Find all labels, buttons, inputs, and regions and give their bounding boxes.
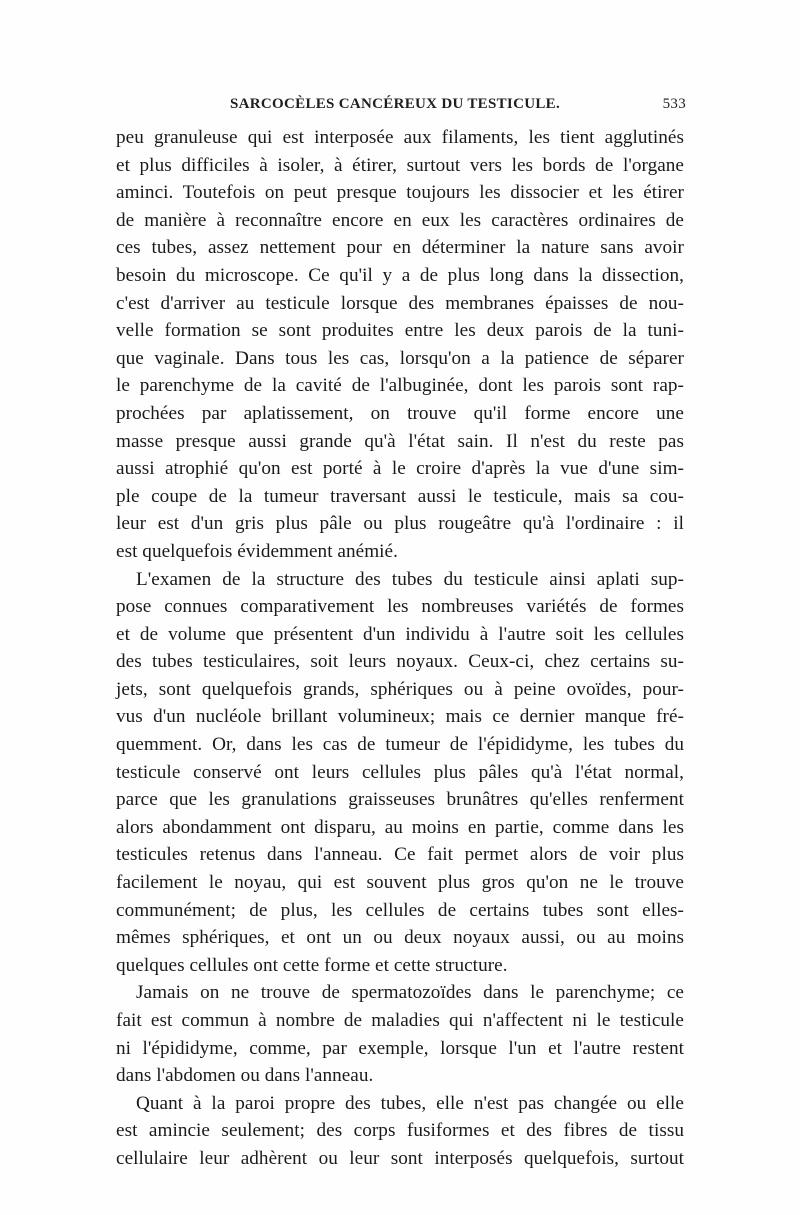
text-line: que vaginale. Dans tous les cas, lorsqu'on a la patience de séparer bbox=[116, 347, 684, 369]
text-line: vus d'un nucléole brillant volumineux; mais ce dernier manque fré- bbox=[116, 706, 684, 728]
paragraph-end-line: dans l'abdomen ou dans l'anneau. bbox=[116, 1065, 374, 1087]
text-line: pose connues comparativement les nombreuses variétés de formes bbox=[116, 596, 684, 618]
text-line: est amincie seulement; des corps fusiformes et des fibres de tissu bbox=[116, 1120, 684, 1142]
text-line: velle formation se sont produites entre les deux parois de la tuni- bbox=[116, 320, 684, 342]
text-line: jets, sont quelquefois grands, sphériques ou à peine ovoïdes, pour- bbox=[116, 678, 684, 700]
running-title: SARCOCÈLES CANCÉREUX DU TESTICULE. bbox=[230, 96, 560, 112]
page-number: 533 bbox=[662, 96, 686, 112]
text-line: c'est d'arriver au testicule lorsque des membranes épaisses de nou- bbox=[116, 292, 684, 314]
text-line: facilement le noyau, qui est souvent plus gros qu'on ne le trouve bbox=[116, 872, 684, 894]
body-text bbox=[116, 124, 684, 1173]
text-line: prochées par aplatissement, on trouve qu'il forme encore une bbox=[116, 402, 684, 424]
paragraph-start-line: L'examen de la structure des tubes du testicule ainsi aplati sup- bbox=[136, 568, 684, 590]
text-line: parce que les granulations graisseuses brunâtres qu'elles renferment bbox=[116, 789, 684, 811]
text-line: peu granuleuse qui est interposée aux filaments, les tient agglutinés bbox=[116, 127, 684, 148]
text-line: masse presque aussi grande qu'à l'état sain. Il n'est du reste pas bbox=[116, 430, 684, 452]
text-line: besoin du microscope. Ce qu'il y a de plus long dans la dissection, bbox=[116, 264, 684, 286]
text-line: leur est d'un gris plus pâle ou plus rougeâtre qu'à l'ordinaire : il bbox=[116, 513, 684, 535]
text-line: le parenchyme de la cavité de l'albuginée, dont les parois sont rap- bbox=[116, 375, 684, 397]
text-line: de manière à reconnaître encore en eux les caractères ordinaires de bbox=[116, 209, 684, 231]
paragraph-end-line: quelques cellules ont cette forme et cette structure. bbox=[116, 954, 508, 976]
text-line: testicules retenus dans l'anneau. Ce fait permet alors de voir plus bbox=[116, 844, 684, 866]
text-line: aussi atrophié qu'on est porté à le croire d'après la vue d'une sim- bbox=[116, 458, 684, 480]
text-line: ple coupe de la tumeur traversant aussi le testicule, mais sa cou- bbox=[116, 485, 684, 507]
text-line: cellulaire leur adhèrent ou leur sont interposés quelquefois, surtout bbox=[116, 1147, 684, 1169]
text-line: ces tubes, assez nettement pour en déterminer la nature sans avoir bbox=[116, 237, 684, 259]
text-line: ni l'épididyme, comme, par exemple, lorsque l'un et l'autre restent bbox=[116, 1037, 684, 1059]
text-line: alors abondamment ont disparu, au moins en partie, comme dans les bbox=[116, 816, 684, 838]
paragraph-start-line: Quant à la paroi propre des tubes, elle n'est pas changée ou elle bbox=[136, 1092, 684, 1114]
text-line: fait est commun à nombre de maladies qui n'affectent ni le testicule bbox=[116, 1010, 684, 1031]
text-line: mêmes sphériques, et ont un ou deux noyaux aussi, ou au moins bbox=[116, 927, 684, 949]
text-line: communément; de plus, les cellules de certains tubes sont elles- bbox=[116, 899, 684, 921]
text-line: aminci. Toutefois on peut presque toujours les dissocier et les étirer bbox=[116, 182, 684, 204]
text-line: des tubes testiculaires, soit leurs noyaux. Ceux-ci, chez certains su- bbox=[116, 651, 684, 673]
running-head bbox=[116, 96, 686, 120]
paragraph-start-line: Jamais on ne trouve de spermatozoïdes dans le parenchyme; ce bbox=[136, 982, 684, 1004]
text-line: et de volume que présentent d'un individu à l'autre soit les cellules bbox=[116, 623, 684, 645]
text-line: et plus difficiles à isoler, à étirer, surtout vers les bords de l'organe bbox=[116, 154, 684, 176]
text-line: testicule conservé ont leurs cellules plus pâles qu'à l'état normal, bbox=[116, 761, 684, 783]
paragraph-end-line: est quelquefois évidemment anémié. bbox=[116, 540, 398, 562]
text-line: quemment. Or, dans les cas de tumeur de l'épididyme, les tubes du bbox=[116, 734, 684, 756]
